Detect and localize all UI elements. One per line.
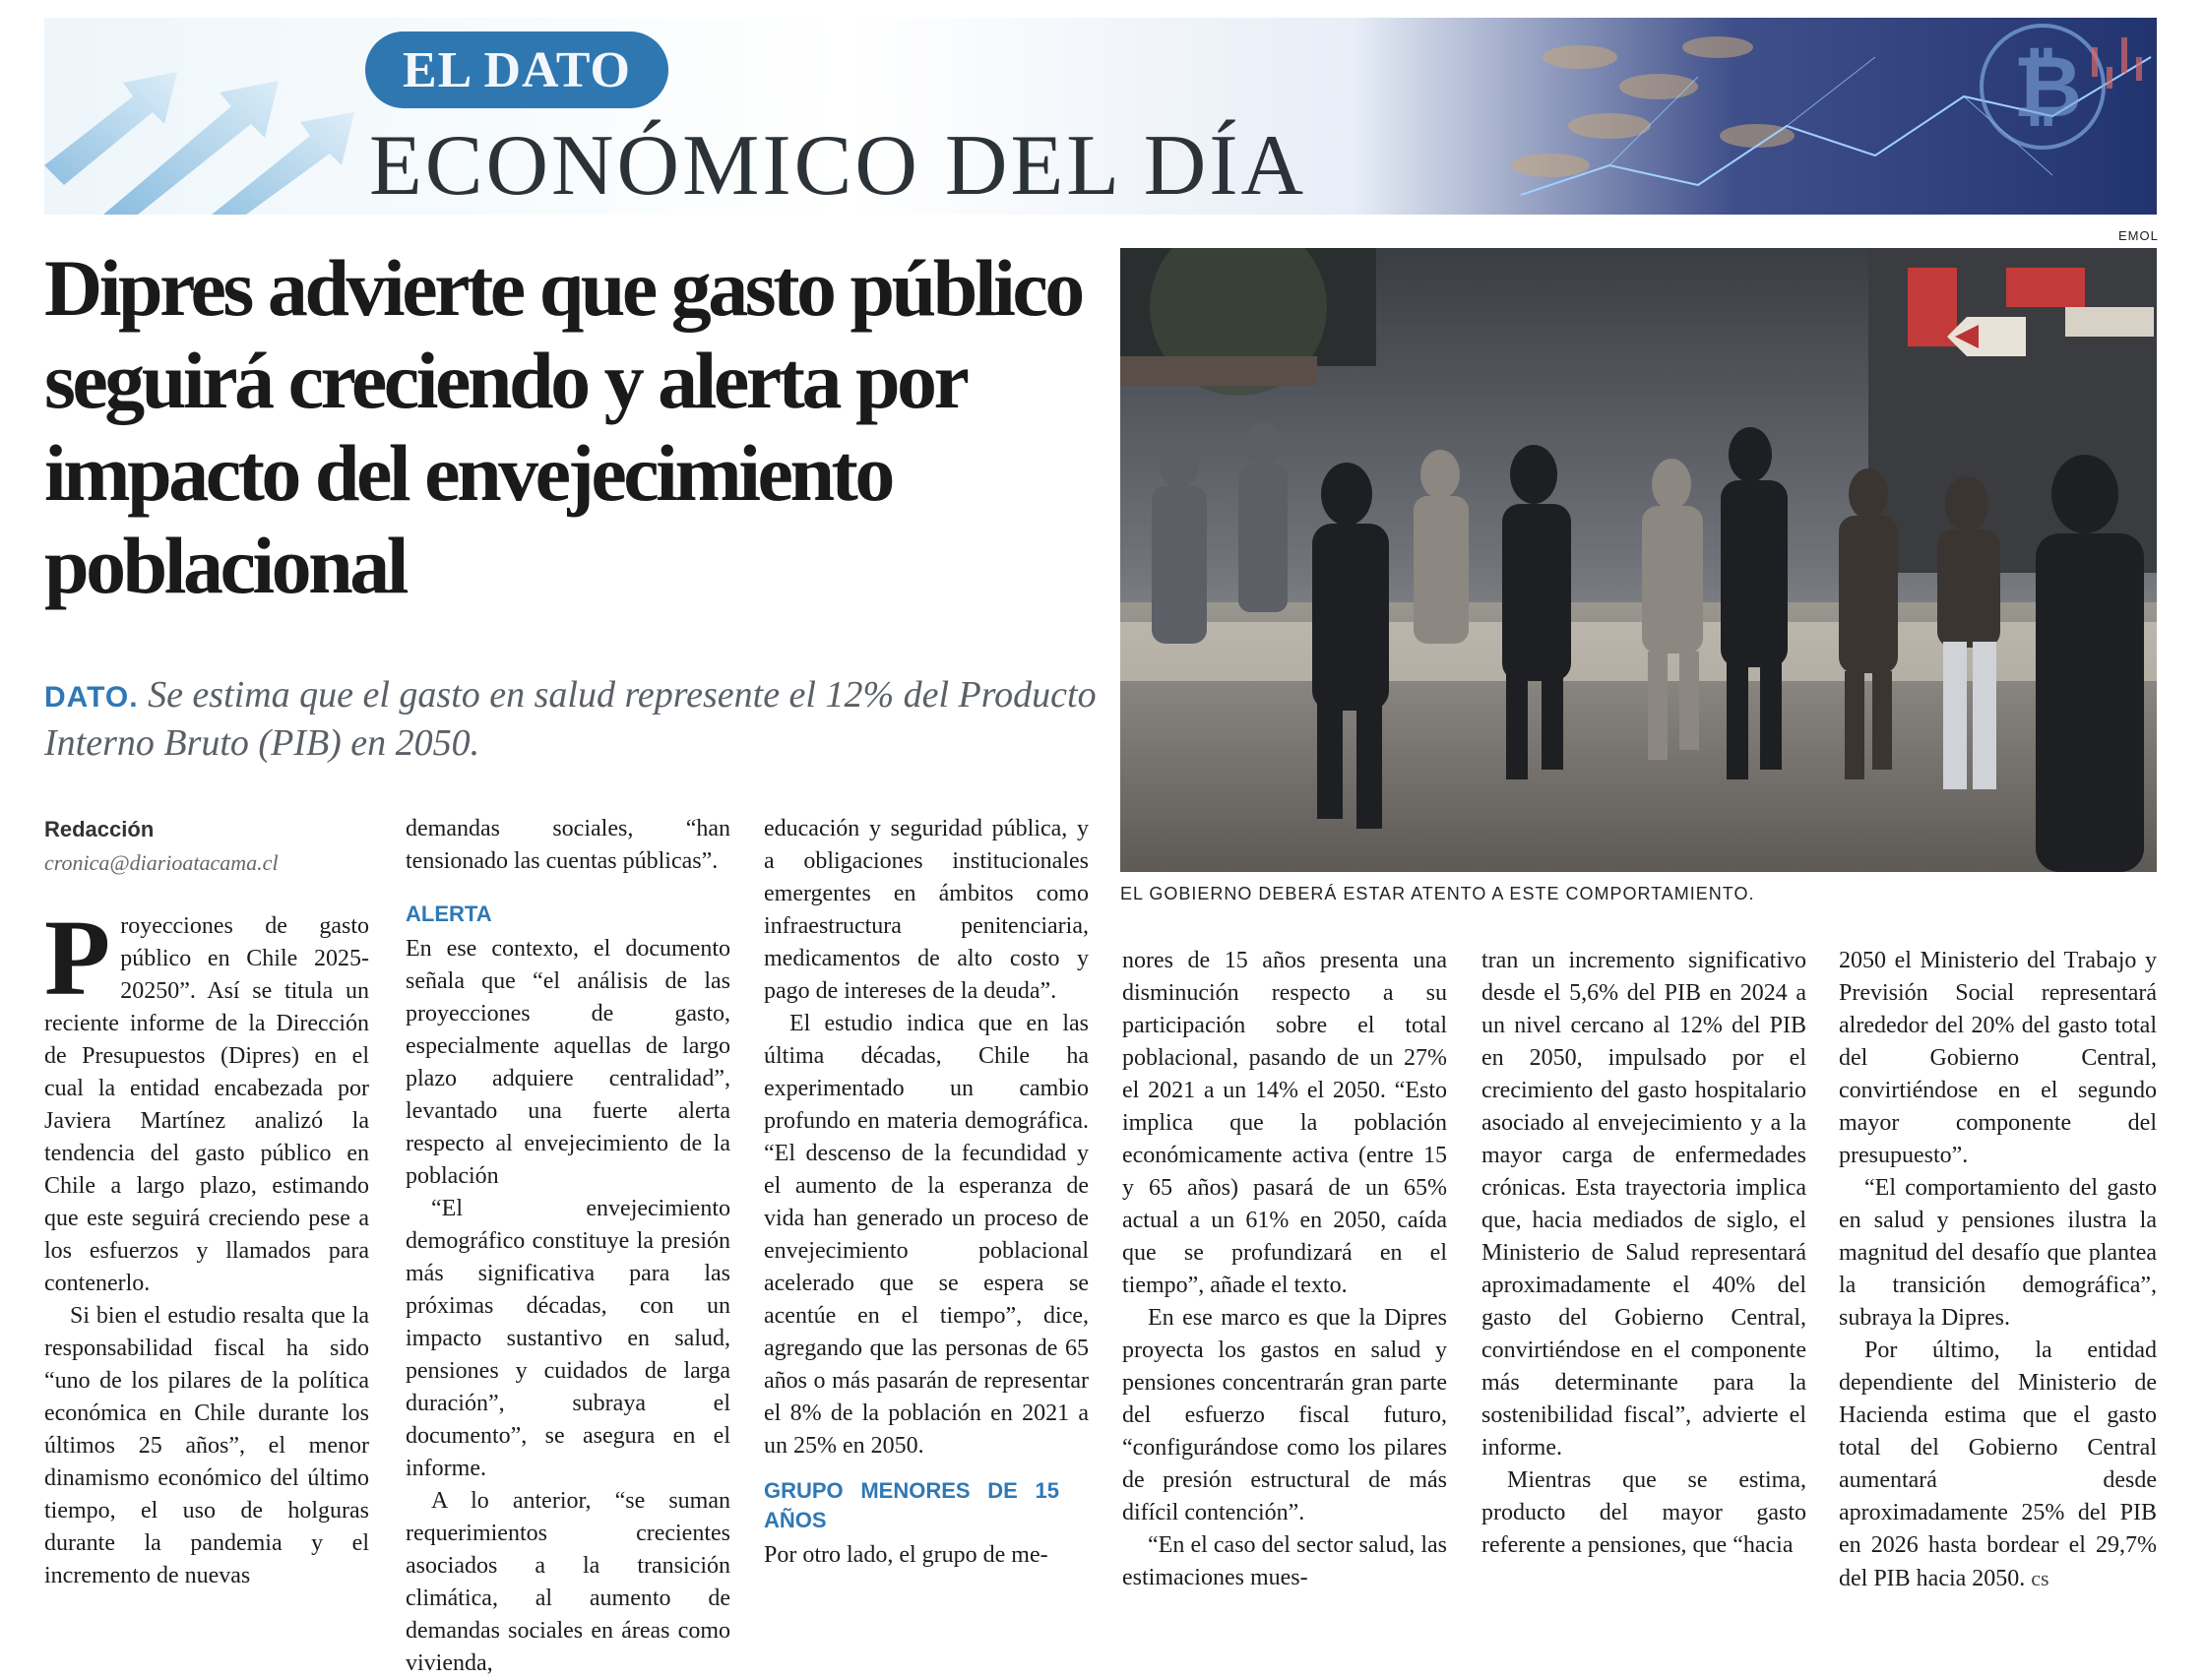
photo-caption: EL GOBIERNO DEBERÁ ESTAR ATENTO A ESTE COMPORTAMIENTO. xyxy=(1120,884,1755,903)
subheading-alerta: ALERTA xyxy=(406,902,492,926)
section-banner xyxy=(44,18,2157,215)
paragraph: “El envejecimiento demográfico constituye la presión más significativa para las próximas décadas, con un impacto sustantivo en salud, pensiones y cuidados de larga duración”, subraya el documento”, se asegura en el informe. xyxy=(406,1196,730,1481)
paragraph: El estudio indica que en las última décadas, Chile ha experimentado un cambio profundo en materia demográfica. “El descenso de la fecundidad y el aumento de la esperanza de vida han generado un proceso de envejecimiento poblacional acelerado que se espera se acentúe en el tiempo”, dice, agregando que las personas de 65 años o más pasarán de representar el 8% de la población en 2021 a un 25% en 2050. xyxy=(764,1011,1089,1459)
drop-cap: P xyxy=(44,898,111,1018)
growth-arrows-graphic xyxy=(44,18,369,215)
street-photo xyxy=(1120,248,2157,872)
byline-author: Redacción xyxy=(44,817,155,841)
dato-highlight xyxy=(44,672,1107,766)
paragraph: Por otro lado, el grupo de me- xyxy=(764,1542,1048,1568)
article-column-6 xyxy=(1839,945,2157,1595)
byline-email[interactable]: cronica@diarioatacama.cl xyxy=(44,850,279,875)
paragraph: nores de 15 años presenta una disminución respecto a su participación sobre el total poblacional, pasando de un 27% el 2021 a un 14% el 2050. “Esto implica que la población económicamente activa (entre 15 y 65 años) pasará de un 65% actual a un 61% en 2050, caída que se profundizará en el tiempo”, añade el texto. xyxy=(1122,948,1447,1298)
paragraph: Mientras que se estima, producto del mayor gasto referente a pensiones, que “hacia xyxy=(1481,1467,1806,1558)
svg-text:₿: ₿ xyxy=(2013,40,2083,135)
dato-label: DATO. xyxy=(44,681,139,714)
lead-paragraph: Proyecciones de gasto público en Chile 2025-20250”. Así se titula un reciente informe de la Dirección de Presupuestos (Dipres) en el cual la entidad encabezada por Javiera Martínez analizó la tendencia del gasto público en Chile a largo plazo, estimando que este seguirá creciendo pese a los esfuerzos y llamados para contenerlo. xyxy=(44,898,369,1296)
paragraph: A lo anterior, “se suman requerimientos crecientes asociados a la transición climática, al aumento de demandas sociales en áreas como vivienda, xyxy=(406,1488,730,1676)
article-column-5 xyxy=(1481,945,1806,1562)
subheading-grupo-menores: GRUPO MENORES DE 15 AÑOS xyxy=(764,1478,1059,1532)
end-mark: cs xyxy=(2031,1566,2049,1590)
pedestrians-photo-illustration xyxy=(1120,248,2157,872)
banner-subtitle: ECONÓMICO DEL DÍA xyxy=(369,118,1307,214)
article-column-3 xyxy=(764,813,1089,1572)
paragraph: En ese contexto, el documento señala que “el análisis de las proyecciones de gasto, especialmente aquellas de largo plazo adquiere centralidad”, levantado una fuerte alerta respecto al envejecimiento de la población xyxy=(406,936,730,1189)
el-dato-badge: EL DATO xyxy=(365,31,668,108)
paragraph: Por último, la entidad dependiente del Ministerio de Hacienda estima que el gasto total del Gobierno Central aumentará desde aproximadamente 25% del PIB en 2026 hasta bordear el 29,7% del PIB hacia 2050. cs xyxy=(1839,1338,2157,1591)
photo-credit: EMOL xyxy=(2118,228,2159,243)
finance-background-graphic xyxy=(1462,18,2157,215)
paragraph: Si bien el estudio resalta que la responsabilidad fiscal ha sido “uno de los pilares de la política económica en Chile durante los últimos 25 años”, el menor dinamismo económico del último tiempo, el uso de holguras durante la pandemia y el incremento de nuevas xyxy=(44,1303,369,1588)
dato-text: Se estima que el gasto en salud represente el 12% del Producto Interno Bruto (PIB) en 2050. xyxy=(44,674,1097,764)
article-column-1 xyxy=(44,898,369,1592)
paragraph: tran un incremento significativo desde el 5,6% del PIB en 2024 a un nivel cercano al 12% del PIB en 2050, impulsado por el crecimiento del gasto hospitalario asociado al envejecimiento y a la mayor carga de enfermedades crónicas. Esta trayectoria implica que, hacia mediados de siglo, el Ministerio de Salud representará aproximadamente el 40% del gasto del Gobierno Central, convirtiéndose en el componente más determinante para la sostenibilidad fiscal”, advierte el informe. xyxy=(1481,948,1806,1461)
paragraph: educación y seguridad pública, y a obligaciones institucionales emergentes en ámbitos como infraestructura penitenciaria, medicamentos de alto costo y pago de intereses de la deuda”. xyxy=(764,816,1089,1004)
paragraph: “En el caso del sector salud, las estimaciones mues- xyxy=(1122,1532,1447,1590)
article-column-4 xyxy=(1122,945,1447,1594)
paragraph: “El comportamiento del gasto en salud y pensiones ilustra la magnitud del desafío que plantea la transición demográfica”, subraya la Dipres. xyxy=(1839,1175,2157,1331)
paragraph: demandas sociales, “han tensionado las cuentas públicas”. xyxy=(406,816,730,874)
paragraph: 2050 el Ministerio del Trabajo y Previsión Social representará alrededor del 20% del gasto total del Gobierno Central, convirtiéndose en el segundo mayor componente del presupuesto”. xyxy=(1839,948,2157,1168)
article-column-2 xyxy=(406,813,730,1680)
paragraph: En ese marco es que la Dipres proyecta los gastos en salud y pensiones concentrarán gran parte del esfuerzo fiscal futuro, “configurándose como los pilares de presión estructural de más difícil contención”. xyxy=(1122,1305,1447,1525)
article-headline: Dipres advierte que gasto público seguirá creciendo y alerta por impacto del envejecimiento poblacional xyxy=(44,243,1082,610)
